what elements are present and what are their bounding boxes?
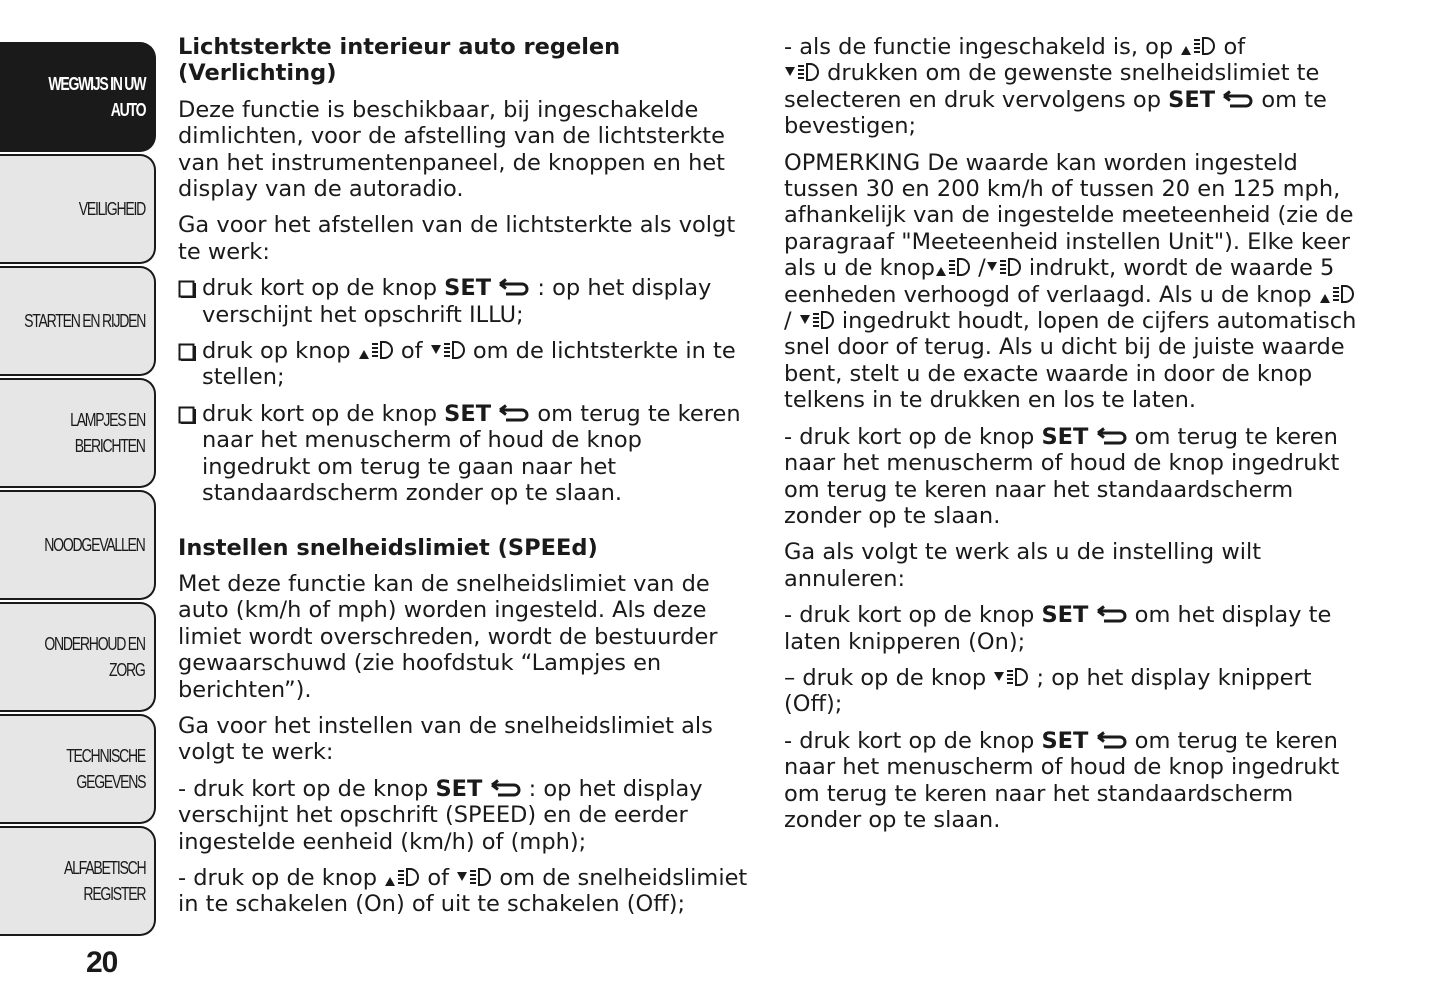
text: om terug te keren naar het menuscherm of houd de knop ingedrukt om terug te keren naar het standaardscherm zonder op te slaan. — [784, 423, 1340, 529]
tab-label-line: ONDERHOUD EN — [44, 634, 145, 654]
tab-lampjes-en-berichten[interactable] — [0, 378, 156, 488]
text: - druk kort op de knop — [784, 727, 1042, 754]
section-heading-lichtsterkte — [178, 34, 748, 87]
text: om de lichtsterkte in te stellen; — [202, 338, 736, 391]
text: om het display te laten knipperen (On); — [784, 602, 1332, 655]
tab-label-line: VEILIGHEID — [78, 199, 145, 219]
note-paragraph — [784, 150, 1364, 414]
brightness-down-icon — [993, 666, 1029, 688]
return-arrow-icon — [498, 404, 530, 424]
tab-onderhoud-en-zorg[interactable] — [0, 602, 156, 712]
tab-label-line: ZORG — [109, 660, 145, 680]
brightness-down-icon — [456, 866, 492, 888]
paragraph — [784, 602, 1364, 655]
text: - druk op de knop — [178, 864, 385, 891]
return-arrow-icon — [490, 779, 522, 799]
set-key-label: SET — [444, 275, 492, 302]
text: / — [784, 308, 792, 335]
text: - druk kort op de knop — [178, 775, 436, 802]
text: om te bevestigen; — [784, 86, 1327, 140]
paragraph: Ga voor het afstellen van de lichtsterkte als volgt te werk: — [178, 212, 736, 265]
text: druk kort op de knop — [202, 400, 445, 427]
return-arrow-icon — [498, 278, 530, 298]
left-column — [178, 34, 748, 928]
chapter-sidebar — [0, 0, 160, 998]
text: drukken om de gewenste snelheidslimiet te selecteren en druk vervolgens op — [784, 60, 1320, 113]
brightness-down-icon — [430, 339, 466, 361]
text: - druk kort op de knop — [784, 602, 1042, 629]
paragraph: Deze functie is beschikbaar, bij ingeschakelde dimlichten, voor de afstelling van de lichtsterkte van het instrumentenpaneel, de knoppen en het display van de autoradio. — [178, 96, 726, 203]
text: : op het display verschijnt het opschrift ILLU; — [202, 275, 712, 328]
tab-label-line: WEGWIJS IN UW — [48, 74, 145, 94]
brightness-up-icon — [1319, 283, 1355, 305]
brightness-down-icon — [784, 61, 820, 83]
brightness-down-icon — [799, 309, 835, 331]
tab-label-line: LAMPJES EN — [70, 410, 145, 430]
section-heading-snelheidslimiet: Instellen snelheidslimiet (SPEEd) — [178, 534, 598, 561]
brightness-up-icon — [935, 256, 971, 278]
list-item — [178, 338, 748, 391]
text: ingedrukt houdt, lopen de cijfers automatisch snel door of terug. Als u dicht bij de juiste waarde bent, stelt u de exacte waarde in door de knop telkens in te drukken en los te laten. — [784, 308, 1357, 414]
paragraph — [178, 865, 748, 918]
tab-label-line: REGISTER — [83, 884, 145, 904]
text: OPMERKING De waarde kan worden ingesteld tussen 30 en 200 km/h of tussen 20 en 125 mph, afhankelijk van de ingestelde meeteenheid (zie de paragraaf "Meeteenheid instellen Unit"). Elke keer als u de knop — [784, 149, 1354, 282]
paragraph: Ga voor het instellen van de snelheidslimiet als volgt te werk: — [178, 712, 713, 766]
tab-wegwijs-in-uw-auto[interactable] — [0, 42, 156, 152]
tab-label-line: ALFABETISCH — [63, 858, 145, 878]
tab-label-line: AUTO — [110, 100, 145, 120]
text: ; op het display knippert (Off); — [784, 664, 1312, 718]
tab-label-line: NOODGEVALLEN — [44, 535, 145, 555]
page-number: 20 — [86, 946, 118, 979]
heading-line: Lichtsterkte interieur auto regelen — [178, 34, 621, 60]
return-arrow-icon — [1096, 427, 1128, 447]
set-key-label: SET — [435, 775, 483, 802]
checkbox-bullet-icon — [178, 406, 196, 424]
return-arrow-icon — [1096, 731, 1128, 751]
brightness-up-icon — [358, 339, 394, 361]
return-arrow-icon — [1222, 90, 1254, 110]
tab-label-line: GEGEVENS — [76, 772, 145, 792]
text: - druk kort op de knop — [784, 423, 1042, 450]
text: – druk op de knop — [784, 664, 994, 691]
tab-veiligheid[interactable] — [0, 154, 156, 264]
text: - als de functie ingeschakeld is, op — [784, 34, 1181, 60]
tab-technische-gegevens[interactable] — [0, 714, 156, 824]
text: of — [420, 864, 457, 891]
paragraph — [784, 34, 1364, 140]
text: om terug te keren naar het menuscherm of houd de knop ingedrukt om terug te keren naar het standaardscherm zonder op te slaan. — [784, 727, 1340, 833]
tab-starten-en-rijden[interactable] — [0, 266, 156, 376]
text: om terug te keren naar het menuscherm of houd de knop ingedrukt om terug te gaan naar het standaardscherm zonder op te slaan. — [202, 400, 741, 507]
return-arrow-icon — [1096, 605, 1128, 625]
paragraph — [784, 665, 1364, 718]
checkbox-bullet-icon — [178, 343, 196, 361]
text: / — [970, 255, 986, 282]
text: om de snelheidslimiet in te schakelen (On) of uit te schakelen (Off); — [178, 864, 748, 918]
text: of — [393, 338, 430, 365]
set-key-label: SET — [1041, 602, 1089, 629]
set-key-label: SET — [1041, 423, 1089, 450]
list-item — [178, 401, 748, 507]
text: druk op knop — [202, 338, 358, 365]
tab-alfabetisch-register[interactable] — [0, 826, 156, 936]
heading-line: (Verlichting) — [178, 60, 337, 87]
text: of — [1216, 34, 1246, 60]
paragraph: Ga als volgt te werk als u de instelling wilt annuleren: — [784, 539, 1262, 592]
text: : op het display verschijnt het opschrift (SPEED) en de eerder ingestelde eenheid (km/h) of (mph); — [178, 775, 703, 855]
paragraph — [784, 424, 1364, 530]
paragraph: Met deze functie kan de snelheidslimiet van de auto (km/h of mph) worden ingesteld. Als deze limiet wordt overschreden, wordt de bestuurder gewaarschuwd (zie hoofdstuk “Lampjes en berichten”). — [178, 570, 718, 703]
brightness-up-icon — [384, 866, 420, 888]
right-column — [784, 34, 1364, 843]
tab-noodgevallen[interactable] — [0, 490, 156, 600]
set-key-label: SET — [1168, 86, 1216, 113]
checkbox-bullet-icon — [178, 280, 196, 298]
paragraph — [784, 728, 1364, 834]
brightness-up-icon — [1180, 35, 1216, 57]
tab-label-line: BERICHTEN — [75, 436, 145, 456]
tab-label-line: STARTEN EN RIJDEN — [23, 311, 145, 331]
text: indrukt, wordt de waarde 5 eenheden verhoogd of verlaagd. Als u de knop — [784, 255, 1335, 308]
text: druk kort op de knop — [202, 275, 445, 302]
set-key-label: SET — [444, 400, 492, 427]
set-key-label: SET — [1041, 727, 1089, 754]
tab-label-line: TECHNISCHE — [66, 746, 145, 766]
paragraph — [178, 776, 748, 855]
brightness-down-icon — [986, 256, 1022, 278]
list-item — [178, 275, 748, 328]
